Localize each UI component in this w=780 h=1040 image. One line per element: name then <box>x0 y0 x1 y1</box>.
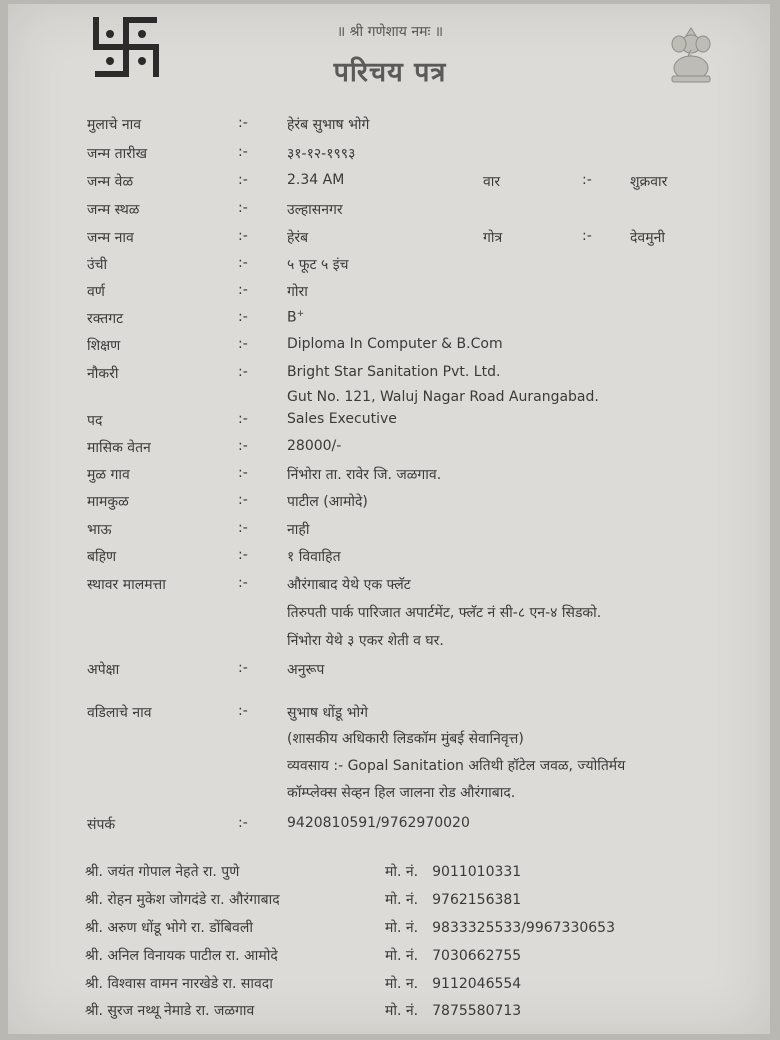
field-label: शिक्षण <box>87 338 121 354</box>
field-value: शुक्रवार <box>630 174 668 190</box>
field-row <box>0 411 780 433</box>
field-label: जन्म नाव <box>87 230 134 246</box>
field-label: गोत्र <box>483 230 503 246</box>
field-separator: :- <box>238 309 248 325</box>
field-separator: :- <box>582 172 592 188</box>
field-row <box>0 660 780 682</box>
field-row <box>0 520 780 542</box>
field-value: (शासकीय अधिकारी लिडकॉम मुंबई सेवानिवृत्त) <box>287 731 524 747</box>
field-row <box>0 255 780 277</box>
mobile-number: 9112046554 <box>432 976 522 992</box>
field-label: नौकरी <box>87 366 119 382</box>
field-label: संपर्क <box>87 817 116 833</box>
reference-mobile <box>385 862 521 881</box>
field-value: हेरंब <box>287 230 309 246</box>
field-value: देवमुनी <box>630 230 665 246</box>
field-separator: :- <box>238 282 248 298</box>
mobile-number: 7030662755 <box>432 948 522 964</box>
reference-mobile <box>385 1001 521 1020</box>
field-separator: :- <box>238 815 248 831</box>
reference-name: श्री. विश्वास वामन नारखेडे रा. सावदा <box>85 976 273 992</box>
mobile-label: मो. नं. <box>385 920 419 936</box>
field-separator: :- <box>238 411 248 427</box>
field-value: Diploma In Computer & B.Com <box>287 336 503 352</box>
field-row <box>0 575 780 597</box>
field-row <box>0 492 780 514</box>
field-row <box>0 115 780 137</box>
reference-mobile <box>385 918 615 937</box>
mobile-label: मो. न. <box>385 976 419 992</box>
field-label: अपेक्षा <box>87 662 120 678</box>
field-row <box>0 309 780 331</box>
mobile-number: 9762156381 <box>432 892 522 908</box>
field-row <box>0 815 780 837</box>
field-separator: :- <box>238 703 248 719</box>
field-row <box>0 438 780 460</box>
blood-group-text: B <box>287 309 297 326</box>
field-value: ३१-१२-१९९३ <box>287 146 356 162</box>
field-value: हेरंब सुभाष भोगे <box>287 117 370 133</box>
mobile-number: 9833325533/9967330653 <box>432 920 615 936</box>
field-label: जन्म वेळ <box>87 174 134 190</box>
field-row <box>0 465 780 487</box>
field-row <box>0 200 780 222</box>
field-label: पद <box>87 413 103 429</box>
field-row <box>0 228 780 250</box>
field-separator: :- <box>238 575 248 591</box>
field-separator: :- <box>238 364 248 380</box>
page-title: परिचय पत्र <box>333 57 447 88</box>
field-row-continued <box>0 729 780 751</box>
field-separator: :- <box>238 520 248 536</box>
field-row <box>0 547 780 569</box>
contact-number: 9420810591/9762970020 <box>287 815 470 831</box>
field-label: मुळ गाव <box>87 467 130 483</box>
mobile-label: मो. नं. <box>385 948 419 964</box>
field-value: Gut No. 121, Waluj Nagar Road Aurangabad. <box>287 389 599 405</box>
field-value: नाही <box>287 522 310 538</box>
field-row <box>0 703 780 725</box>
field-label: वडिलाचे नाव <box>87 705 152 721</box>
reference-mobile <box>385 890 521 909</box>
field-separator: :- <box>238 144 248 160</box>
field-label: बहिण <box>87 549 117 565</box>
field-value: औरंगाबाद येथे एक फ्लॅट <box>287 577 411 593</box>
field-value: निंभोरा ता. रावेर जि. जळगाव. <box>287 467 442 483</box>
field-row-continued <box>0 756 780 778</box>
blood-group-sign: + <box>296 309 305 319</box>
field-separator: :- <box>238 228 248 244</box>
field-label: उंची <box>87 257 108 273</box>
field-label: रक्तगट <box>87 311 124 327</box>
field-value: निंभोरा येथे ३ एकर शेती व घर. <box>287 633 444 649</box>
invocation-text: ॥ श्री गणेशाय नमः ॥ <box>336 24 444 40</box>
field-separator: :- <box>238 255 248 271</box>
mobile-number: 9011010331 <box>432 864 522 880</box>
field-label: वार <box>483 174 501 190</box>
field-separator: :- <box>582 228 592 244</box>
field-value: उल्हासनगर <box>287 202 343 218</box>
reference-name: श्री. अनिल विनायक पाटील रा. आमोदे <box>85 948 278 964</box>
field-row-continued <box>0 603 780 625</box>
field-label: स्थावर मालमत्ता <box>87 577 166 593</box>
field-row <box>0 172 780 194</box>
reference-name: श्री. जयंत गोपाल नेहते रा. पुणे <box>85 864 240 880</box>
field-value: Bright Star Sanitation Pvt. Ltd. <box>287 364 501 380</box>
reference-mobile <box>385 974 521 993</box>
field-value: तिरुपती पार्क पारिजात अपार्टमेंट, फ्लॅट नं सी-८ एन-४ सिडको. <box>287 605 602 621</box>
field-row-continued <box>0 631 780 653</box>
field-row-continued <box>0 389 780 411</box>
field-value: अनुरूप <box>287 662 325 678</box>
reference-name: श्री. रोहन मुकेश जोगदंडे रा. औरंगाबाद <box>85 892 280 908</box>
field-value: गोरा <box>287 284 308 300</box>
mobile-number: 7875580713 <box>432 1003 522 1019</box>
field-separator: :- <box>238 438 248 454</box>
field-label: मुलाचे नाव <box>87 117 142 133</box>
field-label: जन्म तारीख <box>87 146 148 162</box>
field-row <box>0 144 780 166</box>
field-row-continued <box>0 783 780 805</box>
field-label: जन्म स्थळ <box>87 202 140 218</box>
field-separator: :- <box>238 465 248 481</box>
field-value: १ विवाहित <box>287 549 341 565</box>
field-separator: :- <box>238 200 248 216</box>
field-separator: :- <box>238 115 248 131</box>
mobile-label: मो. नं. <box>385 892 419 908</box>
reference-name: श्री. अरुण धोंडू भोगे रा. डोंबिवली <box>85 920 253 936</box>
field-value: Sales Executive <box>287 411 397 427</box>
field-value: सुभाष धोंडू भोगे <box>287 705 369 721</box>
field-separator: :- <box>238 492 248 508</box>
field-separator: :- <box>238 547 248 563</box>
field-separator: :- <box>238 172 248 188</box>
field-label: मासिक वेतन <box>87 440 151 456</box>
field-row <box>0 364 780 386</box>
field-row <box>0 282 780 304</box>
field-value <box>287 309 304 326</box>
field-value: 2.34 AM <box>287 172 345 188</box>
mobile-label: मो. नं. <box>385 1003 419 1019</box>
field-row <box>0 336 780 358</box>
reference-mobile <box>385 946 521 965</box>
field-value: कॉम्प्लेक्स सेव्हन हिल जालना रोड औरंगाबाद. <box>287 785 516 801</box>
field-label: मामकुळ <box>87 494 129 510</box>
field-separator: :- <box>238 660 248 676</box>
field-value: 28000/- <box>287 438 342 454</box>
field-separator: :- <box>238 336 248 352</box>
reference-name: श्री. सुरज नथ्थू नेमाडे रा. जळगाव <box>85 1003 255 1019</box>
mobile-label: मो. नं. <box>385 864 419 880</box>
field-label: भाऊ <box>87 522 112 538</box>
field-value: पाटील (आमोदे) <box>287 494 368 510</box>
field-label: वर्ण <box>87 284 105 300</box>
field-value: व्यवसाय :- Gopal Sanitation अतिथी हॉटेल जवळ, ज्योतिर्मय <box>287 758 626 774</box>
field-value: ५ फूट ५ इंच <box>287 257 349 273</box>
